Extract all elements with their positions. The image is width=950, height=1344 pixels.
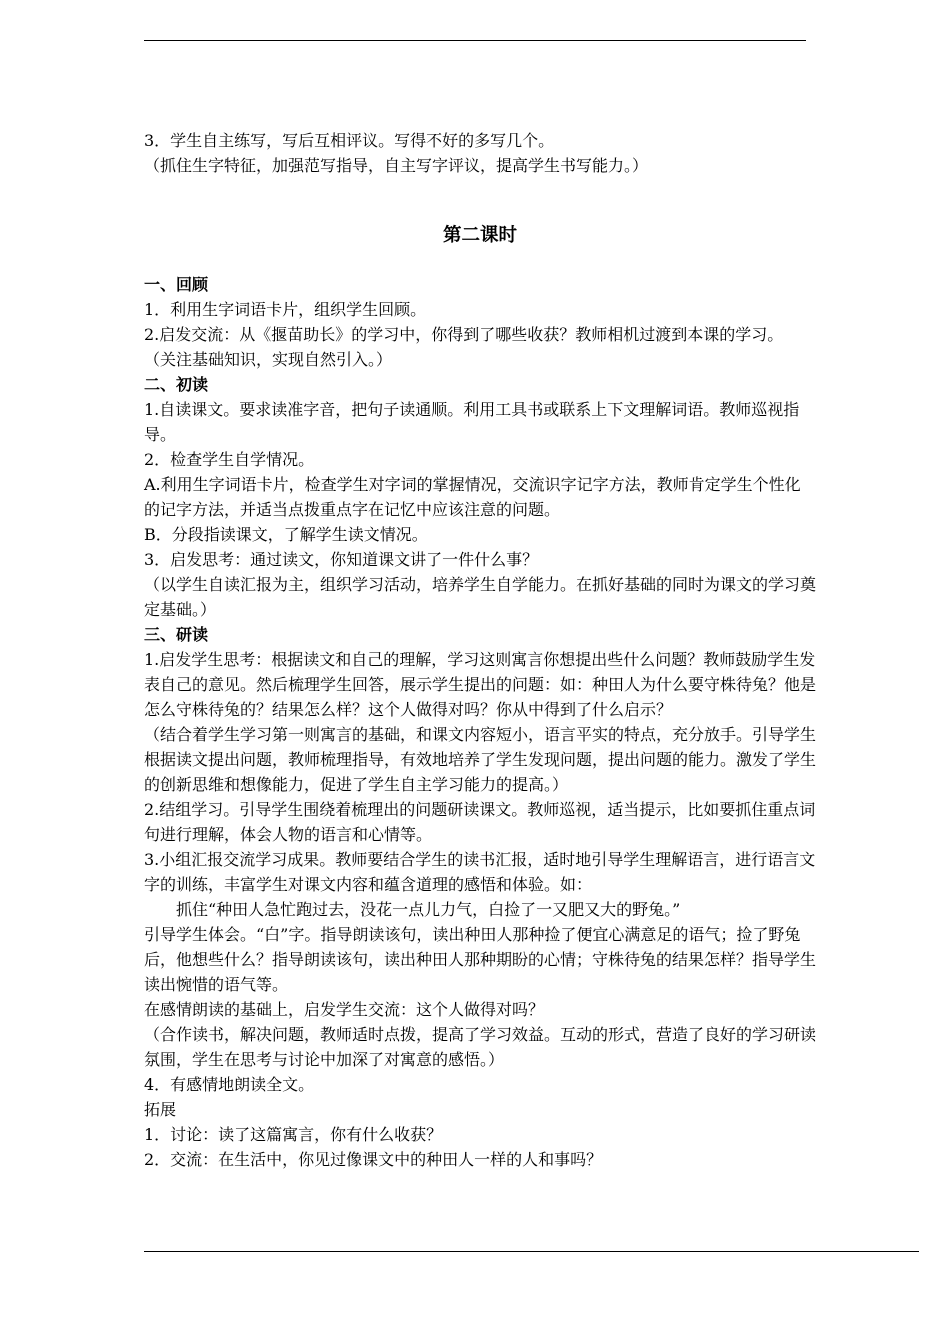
paragraph: 3.小组汇报交流学习成果。教师要结合学生的读书汇报，适时地引导学生理解语言，进行语言文字的训练，丰富学生对课文内容和蕴含道理的感悟和体验。如： xyxy=(144,850,816,894)
paragraph-note: （关注基础知识，实现自然引入。） xyxy=(144,350,393,369)
paragraph-note: （以学生自读汇报为主，组织学习活动，培养学生自学能力。在抓好基础的同时为课文的学习奠定基础。） xyxy=(144,575,817,619)
paragraph: B．分段指读课文，了解学生读文情况。 xyxy=(144,525,428,544)
paragraph: 2.启发交流：从《揠苗助长》的学习中，你得到了哪些收获？教师相机过渡到本课的学习。 xyxy=(144,325,784,344)
paragraph-note: （合作读书，解决问题，教师适时点拨，提高了学习效益。互动的形式，营造了良好的学习研读氛围，学生在思考与讨论中加深了对寓意的感悟。） xyxy=(144,1025,817,1069)
heading-review: 一、回顾 xyxy=(144,275,209,294)
section-title: 第二课时 xyxy=(442,225,517,246)
heading-first-reading: 二、初读 xyxy=(144,375,209,394)
heading-study-reading: 三、研读 xyxy=(144,625,209,644)
header-rule xyxy=(144,40,806,41)
heading-extension: 拓展 xyxy=(144,1100,177,1119)
quote-line: 抓住“种田人急忙跑过去，没花一点儿力气，白捡了一又肥又大的野兔。” xyxy=(176,900,681,919)
paragraph-note: （抓住生字特征，加强范写指导，自主写字评议，提高学生书写能力。） xyxy=(144,156,649,175)
paragraph: 1．利用生字词语卡片，组织学生回顾。 xyxy=(144,300,427,319)
footer-rule xyxy=(144,1251,919,1252)
paragraph: 在感情朗读的基础上，启发学生交流：这个人做得对吗？ xyxy=(144,1000,545,1019)
paragraph: 1.自读课文。要求读准字音，把句子读通顺。利用工具书或联系上下文理解词语。教师巡视指导。 xyxy=(144,400,800,444)
paragraph: 3．启发思考：通过读文，你知道课文讲了一件什么事？ xyxy=(144,550,539,569)
document-body xyxy=(144,128,816,1172)
paragraph: 2．检查学生自学情况。 xyxy=(144,450,315,469)
paragraph: 1.启发学生思考：根据读文和自己的理解，学习这则寓言你想提出些什么问题？教师鼓励学生发表自己的意见。然后梳理学生回答，展示学生提出的问题：如：种田人为什么要守株待兔？他是怎么守株待兔的？结果怎么样？这个人做得对吗？你从中得到了什么启示？ xyxy=(144,650,817,719)
paragraph: 4．有感情地朗读全文。 xyxy=(144,1075,315,1094)
paragraph: A.利用生字词语卡片，检查学生对字词的掌握情况，交流识字记字方法，教师肯定学生个性化的记字方法，并适当点拨重点字在记忆中应该注意的问题。 xyxy=(144,475,801,519)
paragraph: 3．学生自主练写，写后互相评议。写得不好的多写几个。 xyxy=(144,131,555,150)
paragraph: 1．讨论：读了这篇寓言，你有什么收获？ xyxy=(144,1125,443,1144)
paragraph: 2．交流：在生活中，你见过像课文中的种田人一样的人和事吗？ xyxy=(144,1150,603,1169)
paragraph-note: （结合着学生学习第一则寓言的基础，和课文内容短小，语言平实的特点，充分放手。引导学生根据读文提出问题，教师梳理指导，有效地培养了学生发现问题，提出问题的能力。激发了学生的创新思维和想像能力，促进了学生自主学习能力的提高。） xyxy=(144,725,817,794)
paragraph: 2.结组学习。引导学生围绕着梳理出的问题研读课文。教师巡视，适当提示，比如要抓住重点词句进行理解，体会人物的语言和心情等。 xyxy=(144,800,816,844)
paragraph: 引导学生体会。“白”字。指导朗读该句，读出种田人那种捡了便宜心满意足的语气；捡了野兔后，他想些什么？指导朗读该句，读出种田人那种期盼的心情；守株待兔的结果怎样？指导学生读出惋惜的语气等。 xyxy=(144,925,817,994)
